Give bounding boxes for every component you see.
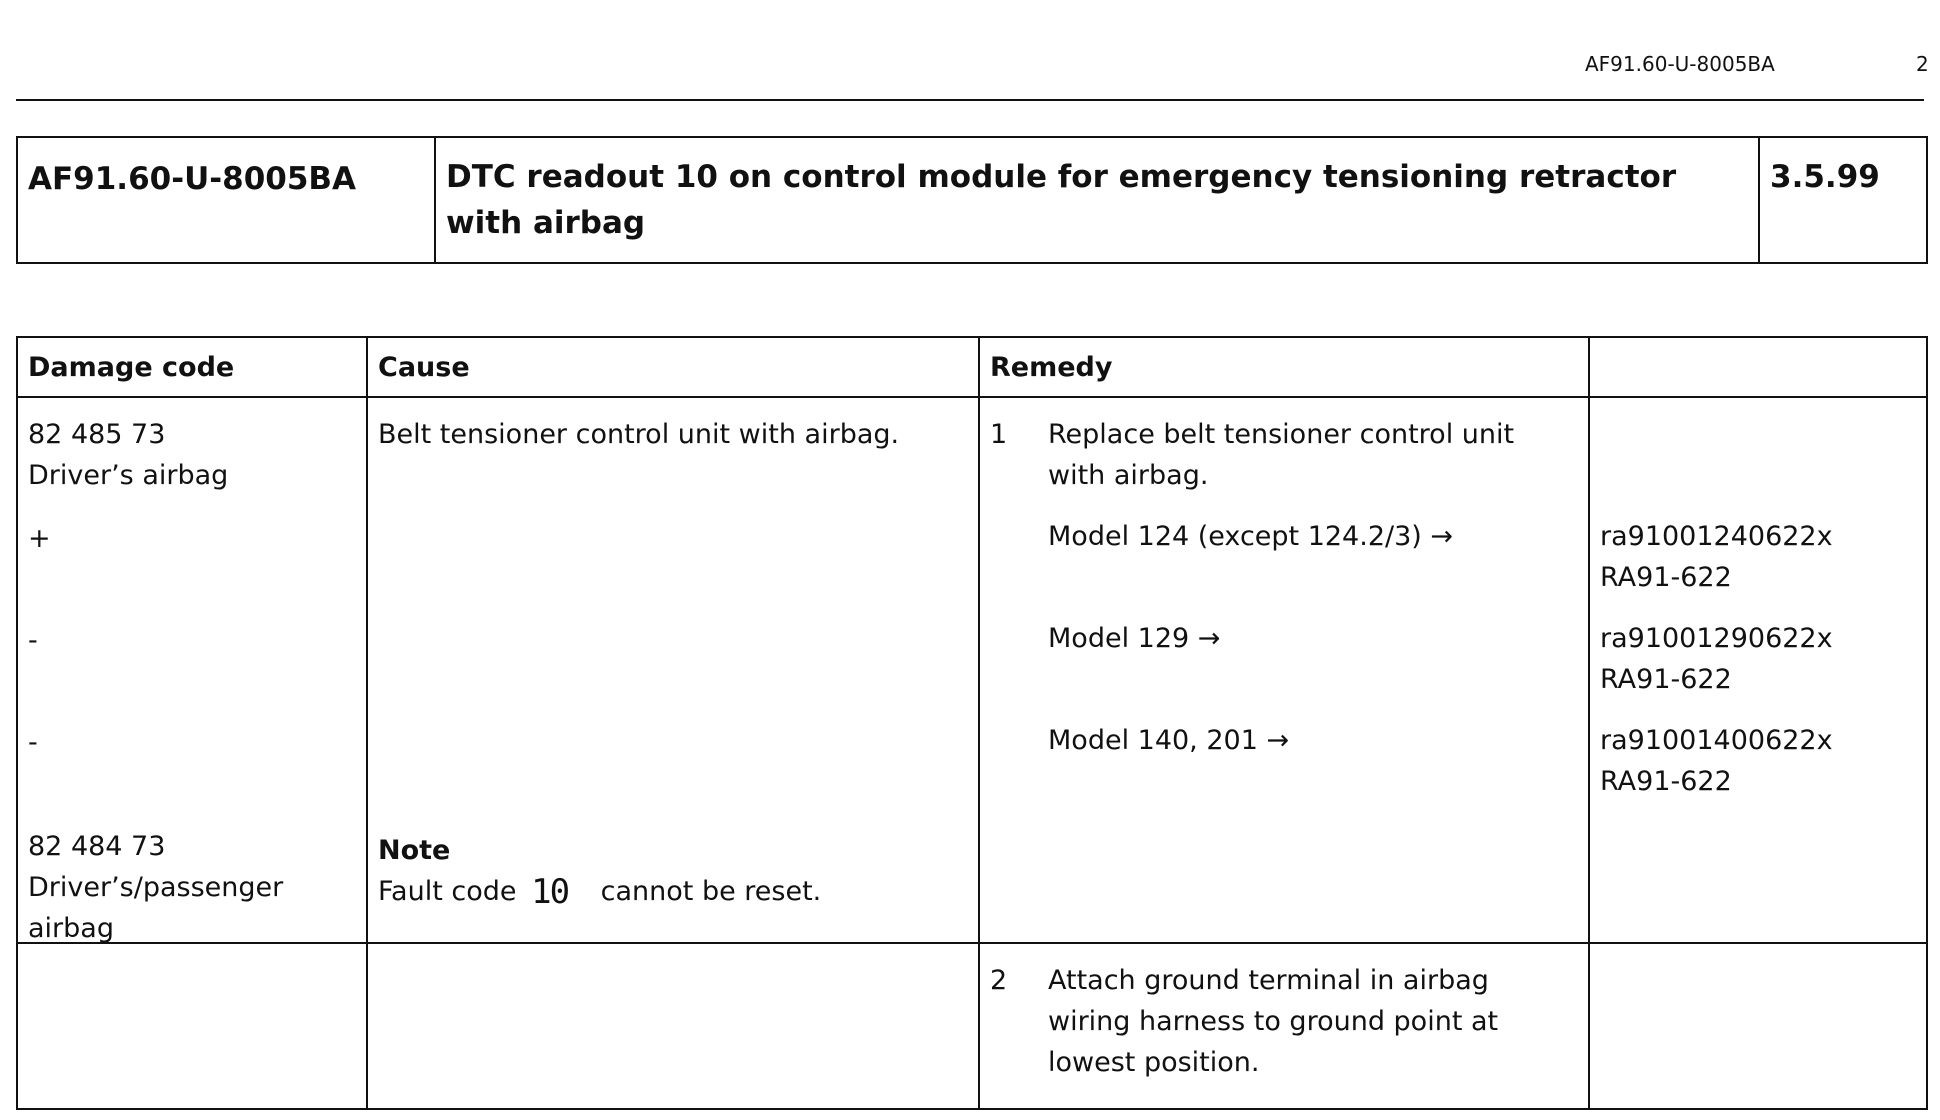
note-text — [378, 871, 821, 913]
note-title: Note — [378, 835, 451, 866]
header-codes — [1589, 337, 1927, 397]
remedy-cell — [979, 397, 1589, 943]
header-rule — [16, 99, 1924, 101]
damage-code-number: 82 485 73 — [28, 419, 166, 450]
fault-code-symbol: 10 — [531, 872, 569, 912]
note-prefix: Fault code — [378, 876, 517, 907]
model-label: Model 129 → — [1048, 623, 1221, 654]
dash-1: - — [28, 625, 38, 656]
codes-cell — [1589, 397, 1927, 943]
header-doc-code: AF91.60-U-8005BA — [1585, 52, 1775, 76]
repair-code: ra91001240622x — [1600, 521, 1833, 552]
model-label: Model 140, 201 → — [1048, 725, 1290, 756]
repair-ref: RA91-622 — [1600, 766, 1732, 797]
step-text: Replace belt tensioner control unit with airbag. — [1048, 419, 1515, 491]
title-block — [16, 136, 1928, 264]
remedy-step-2 — [990, 960, 1578, 1083]
cause-cell — [367, 397, 979, 943]
table-header-row — [17, 337, 1927, 397]
header-damage-code: Damage code — [17, 337, 367, 397]
table-row — [17, 943, 1927, 1109]
table-row — [17, 397, 1927, 943]
dash-2: - — [28, 727, 38, 758]
model-label: Model 124 (except 124.2/3) → — [1048, 521, 1454, 552]
repair-code-pair — [1600, 720, 1833, 802]
note-suffix: cannot be reset. — [600, 876, 822, 907]
step-text: Attach ground terminal in airbag wiring harness to ground point at lowest position. — [1048, 965, 1499, 1078]
title-date: 3.5.99 — [1759, 137, 1927, 263]
repair-code: ra91001400622x — [1600, 725, 1833, 756]
cause-text: Belt tensioner control unit with airbag. — [378, 419, 900, 450]
empty-cell — [1589, 943, 1927, 1109]
step-number: 1 — [990, 419, 1008, 450]
repair-code-pair — [1600, 618, 1833, 700]
repair-ref: RA91-622 — [1600, 562, 1732, 593]
plus-sign: + — [28, 523, 51, 554]
header-remedy: Remedy — [979, 337, 1589, 397]
header-cause: Cause — [367, 337, 979, 397]
header-page-number: 2 — [1916, 52, 1929, 76]
damage-code-desc: Driver’s/passenger airbag — [28, 872, 284, 944]
damage-code-1 — [28, 414, 228, 496]
title-text: DTC readout 10 on control module for emergency tensioning retractor with airbag — [435, 137, 1759, 263]
repair-code: ra91001290622x — [1600, 623, 1833, 654]
empty-cell — [367, 943, 979, 1109]
repair-ref: RA91-622 — [1600, 664, 1732, 695]
title-code: AF91.60-U-8005BA — [17, 137, 435, 263]
damage-code-cell — [17, 397, 367, 943]
cause-note — [378, 830, 821, 913]
remedy-step-1 — [990, 414, 1578, 496]
damage-code-desc: Driver’s airbag — [28, 460, 229, 491]
repair-code-pair — [1600, 516, 1833, 598]
step-number: 2 — [990, 965, 1008, 996]
empty-cell — [17, 943, 367, 1109]
damage-table — [16, 336, 1928, 1110]
damage-code-number: 82 484 73 — [28, 831, 166, 862]
damage-code-2 — [28, 826, 328, 949]
remedy-cell — [979, 943, 1589, 1109]
page-header — [0, 52, 1940, 92]
